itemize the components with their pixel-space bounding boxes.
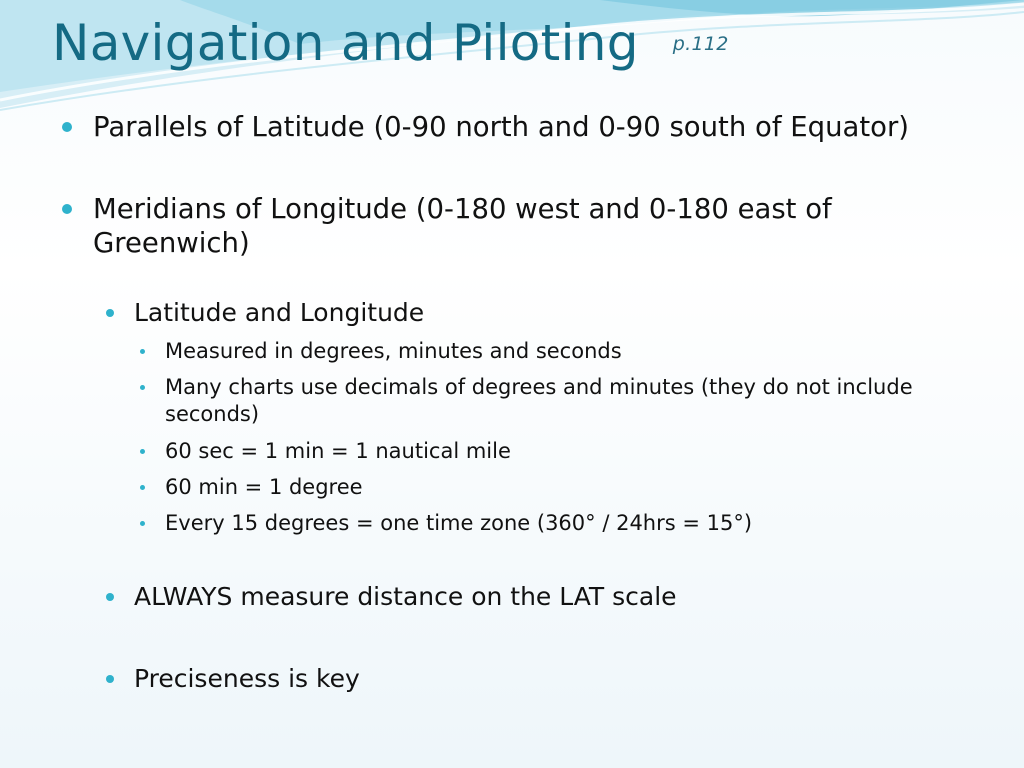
page-reference: p.112 [672,33,729,55]
detail-text: Every 15 degrees = one time zone (360° / 24hrs = 15°) [165,511,753,535]
bullet-meridians-of-longitude [62,192,962,260]
detail-text: Many charts use decimals of degrees and minutes (they do not include seconds) [165,375,913,426]
detail-text: Measured in degrees, minutes and seconds [165,339,622,363]
bullet-dot-icon [140,385,145,390]
bullet-dot-icon [106,593,114,601]
bullet-dot-icon [106,309,114,317]
bullet-parallels-of-latitude [62,110,962,144]
sub-bullet-text: Preciseness is key [134,664,360,693]
sub-bullet-preciseness [106,664,966,694]
bullet-dot-icon [62,204,72,214]
bullet-dot-icon [140,349,145,354]
slide-title-text: Navigation and Piloting [52,14,639,72]
detail-text: 60 min = 1 degree [165,475,363,499]
bullet-dot-icon [140,449,145,454]
sub-bullet-text: Latitude and Longitude [134,298,425,327]
detail-decimal-charts [140,374,960,428]
detail-degree [140,474,960,501]
bullet-dot-icon [62,122,72,132]
bullet-dot-icon [140,521,145,526]
bullet-text: Meridians of Longitude (0-180 west and 0-180 east of Greenwich) [93,193,832,259]
detail-nautical-mile [140,438,960,465]
sub-bullet-text: ALWAYS measure distance on the LAT scale [134,582,677,611]
detail-measured-in-degrees [140,338,960,365]
detail-text: 60 sec = 1 min = 1 nautical mile [165,439,511,463]
sub-bullet-lat-scale [106,582,966,612]
detail-time-zone [140,510,960,537]
bullet-dot-icon [140,485,145,490]
bullet-text: Parallels of Latitude (0-90 north and 0-90 south of Equator) [93,111,910,143]
bullet-dot-icon [106,675,114,683]
sub-bullet-latitude-and-longitude [106,298,966,328]
